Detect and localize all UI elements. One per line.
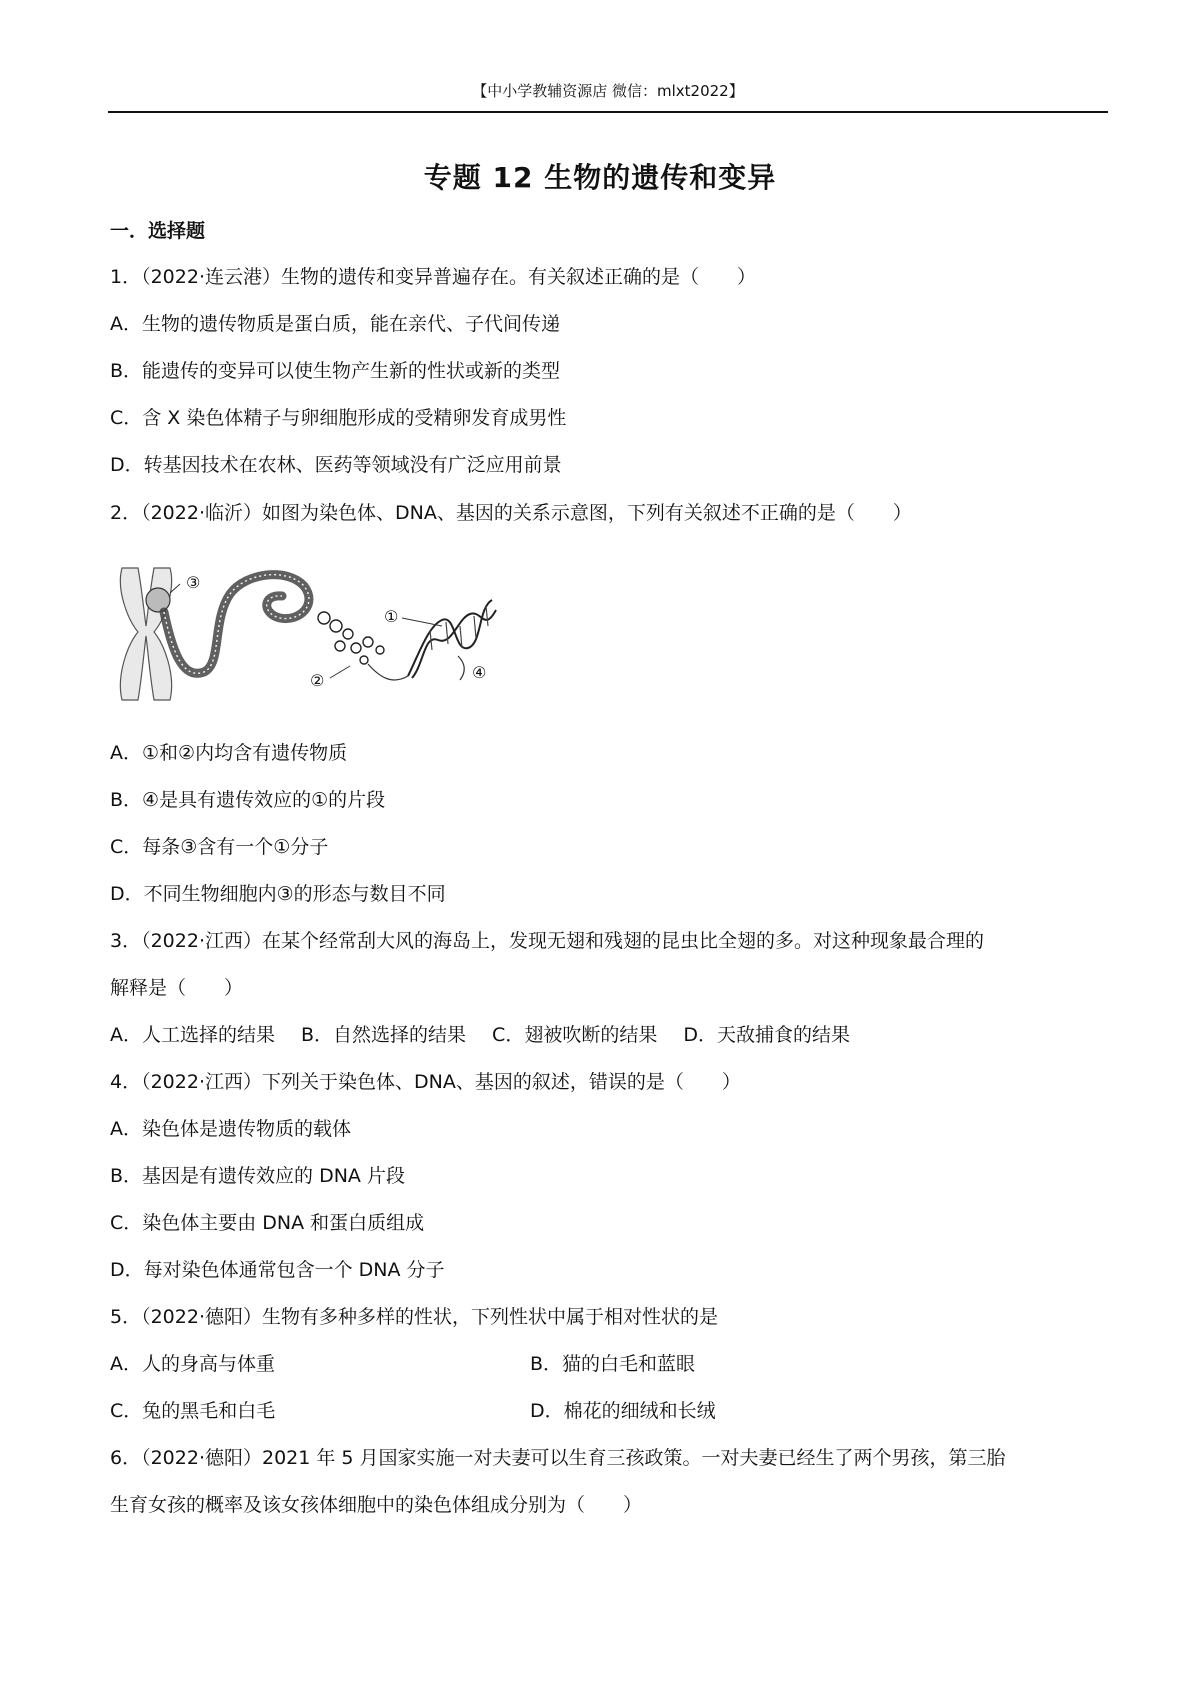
q5-option-a: A．人的身高与体重 bbox=[110, 1353, 275, 1375]
q3-stem-line2: 解释是（ ） bbox=[110, 977, 244, 999]
q2-option-b: B．④是具有遗传效应的①的片段 bbox=[110, 789, 386, 811]
q2-option-d: D．不同生物细胞内③的形态与数目不同 bbox=[110, 883, 446, 905]
section-heading: 一．选择题 bbox=[110, 220, 206, 242]
label-2: ② bbox=[310, 671, 325, 690]
q5-row-2 bbox=[110, 1398, 716, 1424]
protein-beads-shape bbox=[318, 612, 384, 664]
q3-option-c: C．翅被吹断的结果 bbox=[492, 1024, 658, 1046]
q3-option-d: D．天敌捕食的结果 bbox=[683, 1024, 850, 1046]
q5-row-1 bbox=[110, 1351, 696, 1377]
q4-option-d: D．每对染色体通常包含一个 DNA 分子 bbox=[110, 1259, 445, 1281]
q4-option-a: A．染色体是遗传物质的载体 bbox=[110, 1118, 351, 1140]
q5-option-d: D．棉花的细绒和长绒 bbox=[530, 1400, 716, 1422]
q2-option-c: C．每条③含有一个①分子 bbox=[110, 836, 329, 858]
q3-options bbox=[110, 1022, 876, 1048]
q1-stem: 1．（2022·连云港）生物的遗传和变异普遍存在。有关叙述正确的是（ ） bbox=[110, 266, 756, 288]
label-4: ④ bbox=[472, 663, 487, 682]
q6-stem-line1: 6．（2022·德阳）2021 年 5 月国家实施一对夫妻可以生育三孩政策。一对夫妻已经生了两个男孩，第三胎 bbox=[110, 1447, 1006, 1469]
q5-option-b: B．猫的白毛和蓝眼 bbox=[530, 1353, 696, 1375]
label-1: ① bbox=[384, 607, 399, 626]
q1-option-c: C．含 X 染色体精子与卵细胞形成的受精卵发育成男性 bbox=[110, 407, 567, 429]
chromosome-dna-gene-diagram bbox=[112, 560, 542, 710]
q2-stem: 2．（2022·临沂）如图为染色体、DNA、基因的关系示意图，下列有关叙述不正确的是（ ） bbox=[110, 502, 912, 524]
header-divider bbox=[108, 111, 1108, 113]
q4-option-b: B．基因是有遗传效应的 DNA 片段 bbox=[110, 1165, 405, 1187]
q4-option-c: C．染色体主要由 DNA 和蛋白质组成 bbox=[110, 1212, 425, 1234]
q3-option-b: B．自然选择的结果 bbox=[301, 1024, 467, 1046]
q3-stem-line1: 3．（2022·江西）在某个经常刮大风的海岛上，发现无翅和残翅的昆虫比全翅的多。对这种现象最合理的 bbox=[110, 930, 984, 952]
q3-option-a: A．人工选择的结果 bbox=[110, 1024, 275, 1046]
page-header: 【中小学教辅资源店 微信：mlxt2022】 bbox=[472, 82, 744, 100]
q5-option-c: C．兔的黑毛和白毛 bbox=[110, 1400, 276, 1422]
label-3: ③ bbox=[186, 573, 201, 592]
page-title: 专题 12 生物的遗传和变异 bbox=[423, 161, 777, 194]
q1-option-b: B．能遗传的变异可以使生物产生新的性状或新的类型 bbox=[110, 360, 561, 382]
chromosome-shape bbox=[120, 568, 171, 700]
q4-stem: 4．（2022·江西）下列关于染色体、DNA、基因的叙述，错误的是（ ） bbox=[110, 1071, 741, 1093]
q5-stem: 5．（2022·德阳）生物有多种多样的性状，下列性状中属于相对性状的是 bbox=[110, 1306, 718, 1328]
q1-option-a: A．生物的遗传物质是蛋白质，能在亲代、子代间传递 bbox=[110, 313, 560, 335]
q2-option-a: A．①和②内均含有遗传物质 bbox=[110, 742, 348, 764]
q6-stem-line2: 生育女孩的概率及该女孩体细胞中的染色体组成分别为（ ） bbox=[110, 1494, 643, 1516]
q1-option-d: D．转基因技术在农林、医药等领域没有广泛应用前景 bbox=[110, 454, 562, 476]
